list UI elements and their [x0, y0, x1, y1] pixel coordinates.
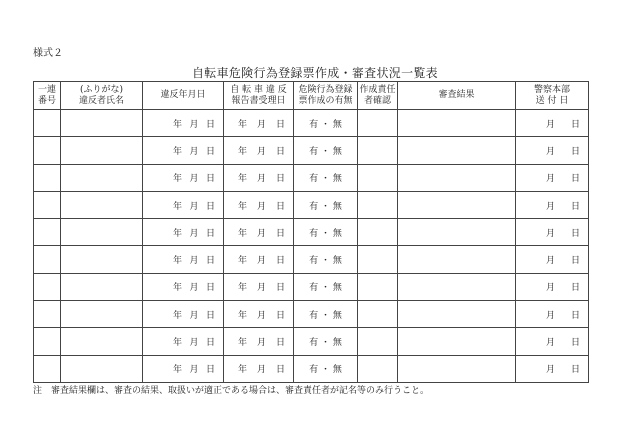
- ticket-created-cell[interactable]: 有 ・ 無: [294, 164, 358, 191]
- name-cell[interactable]: [61, 355, 143, 382]
- violation-date-cell[interactable]: 年 月 日: [143, 273, 224, 300]
- ticket-created-cell[interactable]: 有 ・ 無: [294, 355, 358, 382]
- ticket-created-cell[interactable]: 有 ・ 無: [294, 246, 358, 273]
- table-row: [34, 137, 589, 164]
- sent-date-cell[interactable]: 月 日: [516, 355, 589, 382]
- report-received-cell[interactable]: 年 月 日: [224, 273, 294, 300]
- violation-date-cell[interactable]: 年 月 日: [143, 164, 224, 191]
- review-result-cell[interactable]: [398, 137, 516, 164]
- table-row: [34, 246, 589, 273]
- violation-date-cell[interactable]: 年 月 日: [143, 355, 224, 382]
- serial-cell[interactable]: [34, 246, 61, 273]
- header-violation-date: 違反年月日: [143, 82, 224, 110]
- review-result-cell[interactable]: [398, 219, 516, 246]
- confirmed-cell[interactable]: [358, 301, 398, 328]
- header-name: (ふりがな) 違反者氏名: [61, 82, 143, 110]
- ticket-created-cell[interactable]: 有 ・ 無: [294, 137, 358, 164]
- header-row: [34, 82, 589, 110]
- table-row: [34, 273, 589, 300]
- confirmed-cell[interactable]: [358, 355, 398, 382]
- name-cell[interactable]: [61, 301, 143, 328]
- confirmed-cell[interactable]: [358, 246, 398, 273]
- ticket-created-cell[interactable]: 有 ・ 無: [294, 301, 358, 328]
- confirmed-cell[interactable]: [358, 137, 398, 164]
- sent-date-cell[interactable]: 月 日: [516, 164, 589, 191]
- sent-date-cell[interactable]: 月 日: [516, 273, 589, 300]
- header-report-received: 自 転 車 違 反 報告書受理日: [224, 82, 294, 110]
- serial-cell[interactable]: [34, 110, 61, 137]
- name-cell[interactable]: [61, 191, 143, 218]
- report-received-cell[interactable]: 年 月 日: [224, 164, 294, 191]
- footnote: 注 審査結果欄は、審査の結果、取扱いが適正である場合は、審査責任者が記名等のみ行うこと。: [33, 386, 430, 396]
- name-cell[interactable]: [61, 328, 143, 355]
- confirmed-cell[interactable]: [358, 110, 398, 137]
- confirmed-cell[interactable]: [358, 164, 398, 191]
- violation-date-cell[interactable]: 年 月 日: [143, 328, 224, 355]
- sent-date-cell[interactable]: 月 日: [516, 110, 589, 137]
- name-cell[interactable]: [61, 110, 143, 137]
- review-result-cell[interactable]: [398, 328, 516, 355]
- sent-date-cell[interactable]: 月 日: [516, 219, 589, 246]
- ticket-created-cell[interactable]: 有 ・ 無: [294, 273, 358, 300]
- report-received-cell[interactable]: 年 月 日: [224, 191, 294, 218]
- header-sent-date: 警察本部 送 付 日: [516, 82, 589, 110]
- header-serial: 一連 番号: [34, 82, 61, 110]
- name-cell[interactable]: [61, 246, 143, 273]
- sent-date-cell[interactable]: 月 日: [516, 246, 589, 273]
- review-result-cell[interactable]: [398, 273, 516, 300]
- name-cell[interactable]: [61, 219, 143, 246]
- ticket-created-cell[interactable]: 有 ・ 無: [294, 191, 358, 218]
- table-row: [34, 301, 589, 328]
- register-table: [33, 81, 589, 383]
- confirmed-cell[interactable]: [358, 219, 398, 246]
- table-row: [34, 219, 589, 246]
- name-cell[interactable]: [61, 273, 143, 300]
- sent-date-cell[interactable]: 月 日: [516, 328, 589, 355]
- page-title: 自転車危険行為登録票作成・審査状況一覧表: [191, 66, 438, 80]
- violation-date-cell[interactable]: 年 月 日: [143, 137, 224, 164]
- serial-cell[interactable]: [34, 301, 61, 328]
- name-cell[interactable]: [61, 137, 143, 164]
- serial-cell[interactable]: [34, 273, 61, 300]
- sent-date-cell[interactable]: 月 日: [516, 301, 589, 328]
- report-received-cell[interactable]: 年 月 日: [224, 137, 294, 164]
- serial-cell[interactable]: [34, 137, 61, 164]
- review-result-cell[interactable]: [398, 191, 516, 218]
- report-received-cell[interactable]: 年 月 日: [224, 246, 294, 273]
- serial-cell[interactable]: [34, 355, 61, 382]
- violation-date-cell[interactable]: 年 月 日: [143, 246, 224, 273]
- serial-cell[interactable]: [34, 164, 61, 191]
- table-row: [34, 164, 589, 191]
- violation-date-cell[interactable]: 年 月 日: [143, 191, 224, 218]
- serial-cell[interactable]: [34, 328, 61, 355]
- report-received-cell[interactable]: 年 月 日: [224, 219, 294, 246]
- review-result-cell[interactable]: [398, 110, 516, 137]
- table-row: [34, 328, 589, 355]
- violation-date-cell[interactable]: 年 月 日: [143, 301, 224, 328]
- report-received-cell[interactable]: 年 月 日: [224, 328, 294, 355]
- table-row: [34, 191, 589, 218]
- header-ticket-created: 危険行為登録 票作成の有無: [294, 82, 358, 110]
- violation-date-cell[interactable]: 年 月 日: [143, 219, 224, 246]
- ticket-created-cell[interactable]: 有 ・ 無: [294, 219, 358, 246]
- review-result-cell[interactable]: [398, 246, 516, 273]
- confirmed-cell[interactable]: [358, 328, 398, 355]
- ticket-created-cell[interactable]: 有 ・ 無: [294, 110, 358, 137]
- review-result-cell[interactable]: [398, 301, 516, 328]
- table-row: [34, 355, 589, 382]
- table-row: [34, 110, 589, 137]
- header-review-result: 審査結果: [398, 82, 516, 110]
- ticket-created-cell[interactable]: 有 ・ 無: [294, 328, 358, 355]
- review-result-cell[interactable]: [398, 355, 516, 382]
- violation-date-cell[interactable]: 年 月 日: [143, 110, 224, 137]
- confirmed-cell[interactable]: [358, 273, 398, 300]
- sent-date-cell[interactable]: 月 日: [516, 191, 589, 218]
- name-cell[interactable]: [61, 164, 143, 191]
- report-received-cell[interactable]: 年 月 日: [224, 355, 294, 382]
- serial-cell[interactable]: [34, 191, 61, 218]
- sent-date-cell[interactable]: 月 日: [516, 137, 589, 164]
- confirmed-cell[interactable]: [358, 191, 398, 218]
- form-number: 様式２: [33, 48, 63, 59]
- header-confirmed: 作成責任 者確認: [358, 82, 398, 110]
- report-received-cell[interactable]: 年 月 日: [224, 110, 294, 137]
- serial-cell[interactable]: [34, 219, 61, 246]
- report-received-cell[interactable]: 年 月 日: [224, 301, 294, 328]
- review-result-cell[interactable]: [398, 164, 516, 191]
